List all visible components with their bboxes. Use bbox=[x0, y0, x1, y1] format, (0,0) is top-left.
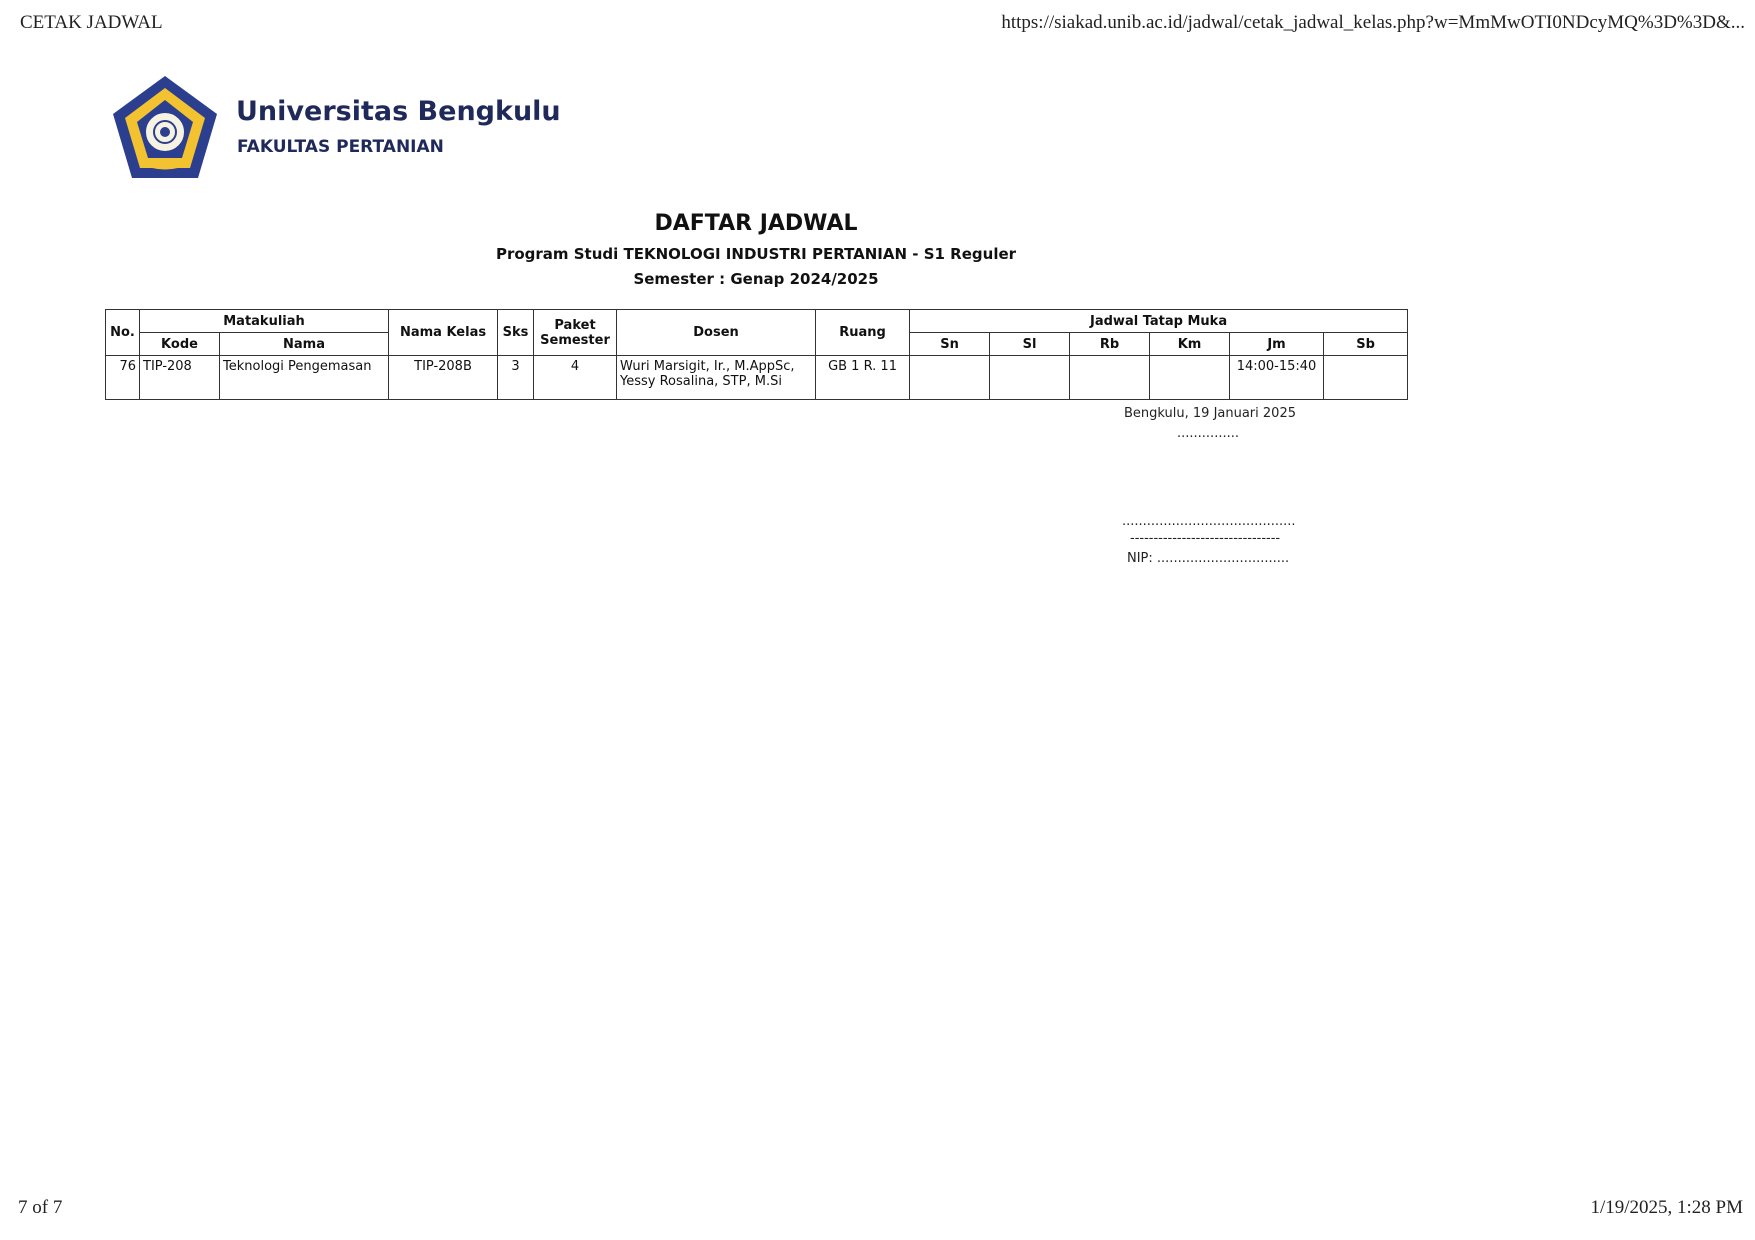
cell-no: 76 bbox=[106, 356, 140, 400]
cell-paket: 4 bbox=[534, 356, 617, 400]
semester-label: Semester : Genap 2024/2025 bbox=[633, 270, 879, 288]
header-nama: Nama bbox=[220, 333, 389, 356]
header-paket-line2: Semester bbox=[540, 332, 610, 348]
print-footer-page: 7 of 7 bbox=[18, 1197, 63, 1218]
header-paket-line1: Paket bbox=[554, 317, 596, 333]
header-kode: Kode bbox=[140, 333, 220, 356]
university-name: Universitas Bengkulu bbox=[236, 96, 561, 127]
cell-rb bbox=[1070, 356, 1150, 400]
header-day-sl: Sl bbox=[990, 333, 1070, 356]
header-day-sb: Sb bbox=[1324, 333, 1408, 356]
cell-sl bbox=[990, 356, 1070, 400]
signature-name-dots: .......................................... bbox=[1122, 514, 1296, 529]
program-name: Program Studi TEKNOLOGI INDUSTRI PERTANIAN - S1 Reguler bbox=[495, 245, 1017, 263]
header-ruang: Ruang bbox=[816, 310, 910, 356]
cell-km bbox=[1150, 356, 1230, 400]
header-dosen: Dosen bbox=[617, 310, 816, 356]
cell-ruang: GB 1 R. 11 bbox=[816, 356, 910, 400]
signature-title-dots: ............... bbox=[1177, 426, 1239, 441]
faculty-name: FAKULTAS PERTANIAN bbox=[237, 137, 444, 157]
header-matakuliah: Matakuliah bbox=[140, 310, 389, 333]
header-jadwal-tatap-muka: Jadwal Tatap Muka bbox=[910, 310, 1408, 333]
cell-sn bbox=[910, 356, 990, 400]
header-day-rb: Rb bbox=[1070, 333, 1150, 356]
schedule-table bbox=[105, 309, 1408, 400]
university-logo-icon bbox=[110, 74, 220, 182]
signature-nip: NIP: ................................ bbox=[1127, 551, 1290, 566]
header-day-sn: Sn bbox=[910, 333, 990, 356]
cell-sks: 3 bbox=[498, 356, 534, 400]
header-nama-kelas: Nama Kelas bbox=[389, 310, 498, 356]
print-header-title: CETAK JADWAL bbox=[20, 12, 163, 33]
print-footer-datetime: 1/19/2025, 1:28 PM bbox=[1590, 1197, 1743, 1218]
cell-nama-kelas: TIP-208B bbox=[389, 356, 498, 400]
header-day-jm: Jm bbox=[1230, 333, 1324, 356]
cell-jm: 14:00-15:40 bbox=[1230, 356, 1324, 400]
cell-kode: TIP-208 bbox=[140, 356, 220, 400]
dosen-line1: Wuri Marsigit, Ir., M.AppSc, bbox=[620, 359, 795, 374]
document-title: DAFTAR JADWAL bbox=[654, 211, 858, 236]
header-no: No. bbox=[106, 310, 140, 356]
cell-nama: Teknologi Pengemasan bbox=[220, 356, 389, 400]
header-sks: Sks bbox=[498, 310, 534, 356]
header-day-km: Km bbox=[1150, 333, 1230, 356]
signature-line: -------------------------------- bbox=[1130, 531, 1281, 546]
cell-dosen bbox=[617, 356, 816, 400]
table-row bbox=[106, 356, 1408, 400]
print-header-url: https://siakad.unib.ac.id/jadwal/cetak_jadwal_kelas.php?w=MmMwOTI0NDcyMQ%3D%3D&... bbox=[1001, 12, 1745, 33]
header-paket-semester bbox=[534, 310, 617, 356]
cell-sb bbox=[1324, 356, 1408, 400]
signature-place-date: Bengkulu, 19 Januari 2025 bbox=[1124, 406, 1296, 421]
dosen-line2: Yessy Rosalina, STP, M.Si bbox=[620, 374, 782, 389]
